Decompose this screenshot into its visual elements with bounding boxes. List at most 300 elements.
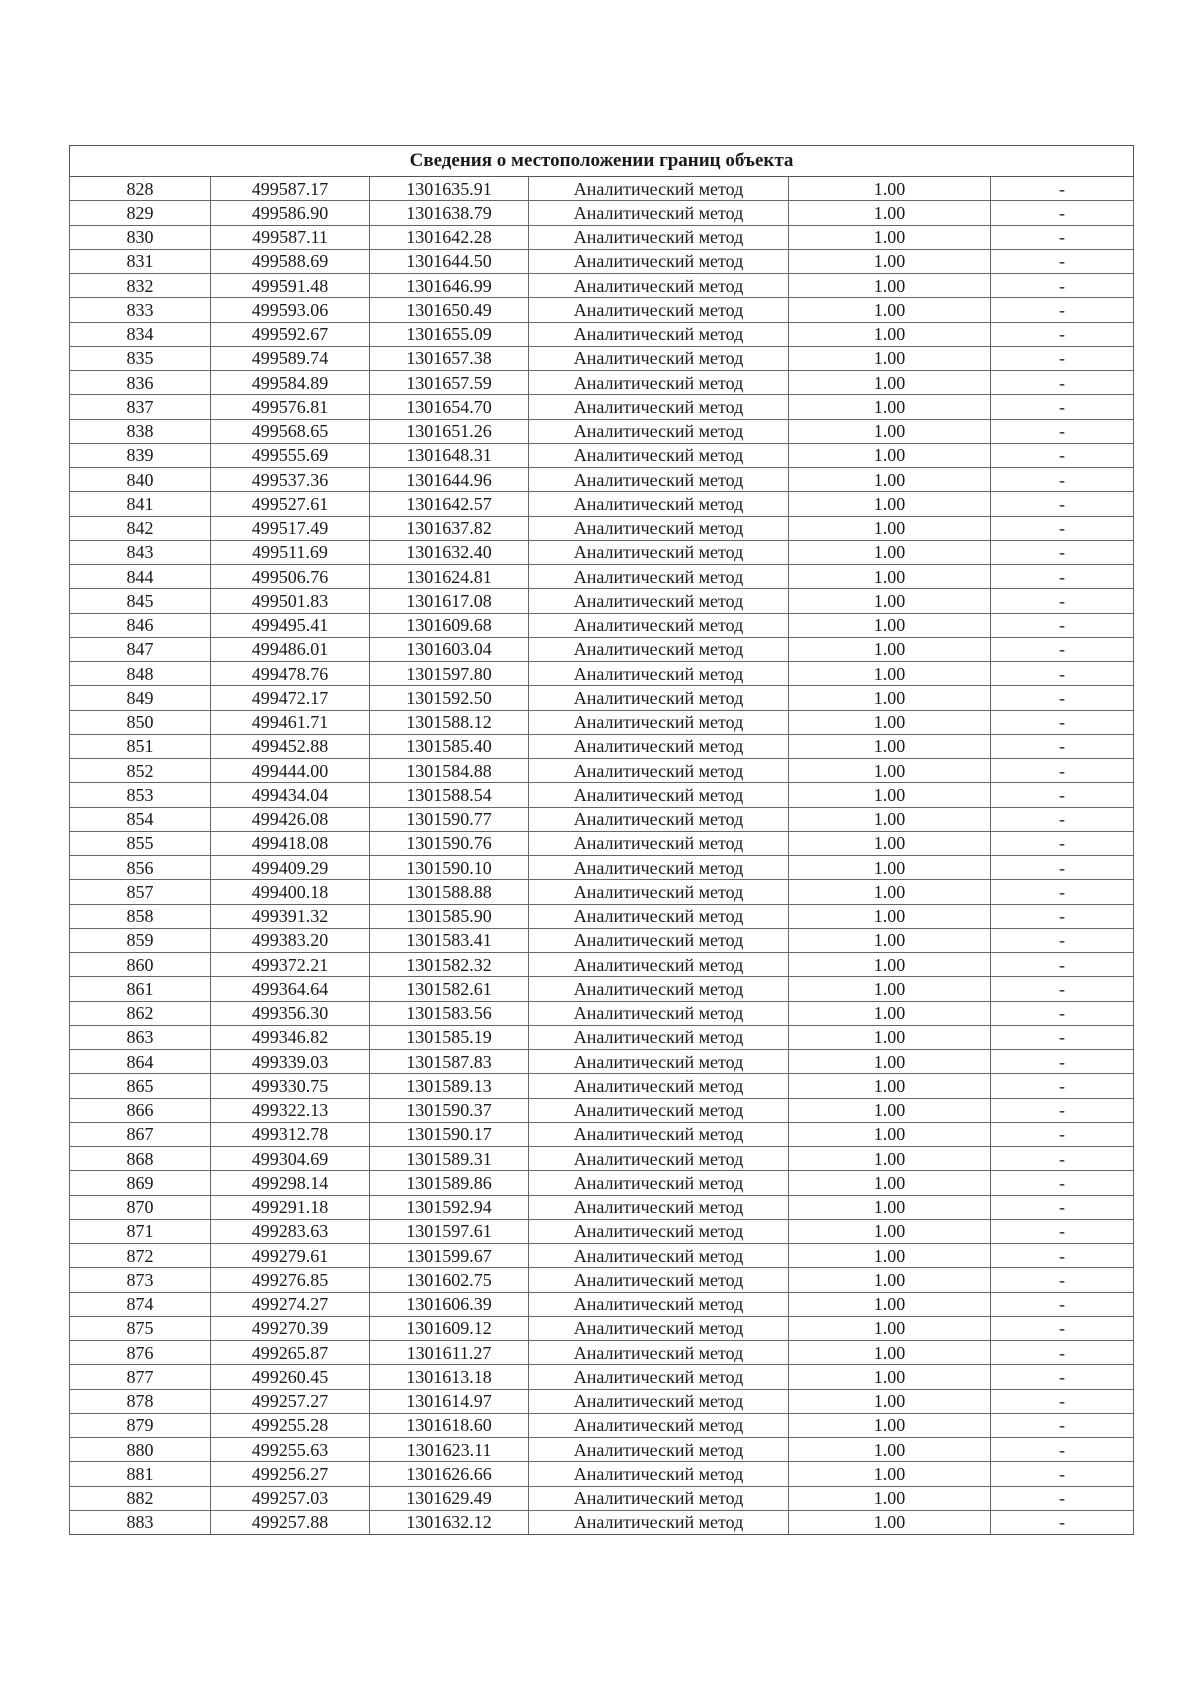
table-row: [70, 613, 1134, 637]
point-number-cell: 873: [70, 1268, 211, 1292]
method-cell: Аналитический метод: [529, 1195, 789, 1219]
point-number-cell: 879: [70, 1413, 211, 1437]
x-coordinate-cell: 499298.14: [211, 1171, 370, 1195]
description-cell: -: [991, 419, 1134, 443]
y-coordinate-cell: 1301582.32: [370, 953, 529, 977]
method-cell: Аналитический метод: [529, 977, 789, 1001]
y-coordinate-cell: 1301657.38: [370, 346, 529, 370]
method-cell: Аналитический метод: [529, 565, 789, 589]
method-cell: Аналитический метод: [529, 880, 789, 904]
method-cell: Аналитический метод: [529, 1413, 789, 1437]
table-row: [70, 807, 1134, 831]
accuracy-cell: 1.00: [789, 1365, 991, 1389]
method-cell: Аналитический метод: [529, 1244, 789, 1268]
table-row: [70, 346, 1134, 370]
method-cell: Аналитический метод: [529, 1510, 789, 1534]
table-row: [70, 1098, 1134, 1122]
method-cell: Аналитический метод: [529, 516, 789, 540]
accuracy-cell: 1.00: [789, 1122, 991, 1146]
table-row: [70, 928, 1134, 952]
y-coordinate-cell: 1301589.13: [370, 1074, 529, 1098]
description-cell: -: [991, 953, 1134, 977]
y-coordinate-cell: 1301638.79: [370, 201, 529, 225]
accuracy-cell: 1.00: [789, 1510, 991, 1534]
description-cell: -: [991, 1122, 1134, 1146]
accuracy-cell: 1.00: [789, 468, 991, 492]
point-number-cell: 833: [70, 298, 211, 322]
y-coordinate-cell: 1301597.61: [370, 1219, 529, 1243]
accuracy-cell: 1.00: [789, 662, 991, 686]
accuracy-cell: 1.00: [789, 1486, 991, 1510]
point-number-cell: 856: [70, 856, 211, 880]
accuracy-cell: 1.00: [789, 710, 991, 734]
description-cell: -: [991, 249, 1134, 273]
method-cell: Аналитический метод: [529, 662, 789, 686]
method-cell: Аналитический метод: [529, 783, 789, 807]
table-row: [70, 1341, 1134, 1365]
x-coordinate-cell: 499584.89: [211, 371, 370, 395]
x-coordinate-cell: 499576.81: [211, 395, 370, 419]
method-cell: Аналитический метод: [529, 1365, 789, 1389]
description-cell: -: [991, 1074, 1134, 1098]
point-number-cell: 832: [70, 274, 211, 298]
y-coordinate-cell: 1301602.75: [370, 1268, 529, 1292]
point-number-cell: 843: [70, 540, 211, 564]
accuracy-cell: 1.00: [789, 1462, 991, 1486]
y-coordinate-cell: 1301590.37: [370, 1098, 529, 1122]
x-coordinate-cell: 499274.27: [211, 1292, 370, 1316]
table-row: [70, 1025, 1134, 1049]
accuracy-cell: 1.00: [789, 904, 991, 928]
point-number-cell: 866: [70, 1098, 211, 1122]
description-cell: -: [991, 1462, 1134, 1486]
x-coordinate-cell: 499304.69: [211, 1147, 370, 1171]
table-title-row: [70, 146, 1134, 177]
description-cell: -: [991, 831, 1134, 855]
accuracy-cell: 1.00: [789, 1438, 991, 1462]
point-number-cell: 857: [70, 880, 211, 904]
accuracy-cell: 1.00: [789, 1341, 991, 1365]
description-cell: -: [991, 468, 1134, 492]
x-coordinate-cell: 499452.88: [211, 734, 370, 758]
method-cell: Аналитический метод: [529, 492, 789, 516]
y-coordinate-cell: 1301611.27: [370, 1341, 529, 1365]
y-coordinate-cell: 1301584.88: [370, 759, 529, 783]
method-cell: Аналитический метод: [529, 1098, 789, 1122]
table-row: [70, 1268, 1134, 1292]
table-row: [70, 759, 1134, 783]
y-coordinate-cell: 1301585.19: [370, 1025, 529, 1049]
table-row: [70, 443, 1134, 467]
x-coordinate-cell: 499418.08: [211, 831, 370, 855]
y-coordinate-cell: 1301629.49: [370, 1486, 529, 1510]
method-cell: Аналитический метод: [529, 371, 789, 395]
description-cell: -: [991, 201, 1134, 225]
table-row: [70, 1050, 1134, 1074]
table-row: [70, 977, 1134, 1001]
method-cell: Аналитический метод: [529, 1389, 789, 1413]
description-cell: -: [991, 492, 1134, 516]
table-row: [70, 298, 1134, 322]
y-coordinate-cell: 1301609.12: [370, 1316, 529, 1340]
method-cell: Аналитический метод: [529, 443, 789, 467]
accuracy-cell: 1.00: [789, 1147, 991, 1171]
accuracy-cell: 1.00: [789, 346, 991, 370]
point-number-cell: 877: [70, 1365, 211, 1389]
x-coordinate-cell: 499330.75: [211, 1074, 370, 1098]
description-cell: -: [991, 928, 1134, 952]
description-cell: -: [991, 1510, 1134, 1534]
point-number-cell: 845: [70, 589, 211, 613]
y-coordinate-cell: 1301626.66: [370, 1462, 529, 1486]
point-number-cell: 858: [70, 904, 211, 928]
y-coordinate-cell: 1301650.49: [370, 298, 529, 322]
method-cell: Аналитический метод: [529, 710, 789, 734]
table-row: [70, 1122, 1134, 1146]
table-row: [70, 468, 1134, 492]
accuracy-cell: 1.00: [789, 225, 991, 249]
accuracy-cell: 1.00: [789, 1389, 991, 1413]
y-coordinate-cell: 1301623.11: [370, 1438, 529, 1462]
method-cell: Аналитический метод: [529, 540, 789, 564]
accuracy-cell: 1.00: [789, 1268, 991, 1292]
y-coordinate-cell: 1301590.77: [370, 807, 529, 831]
table-row: [70, 516, 1134, 540]
y-coordinate-cell: 1301655.09: [370, 322, 529, 346]
description-cell: -: [991, 1171, 1134, 1195]
description-cell: -: [991, 880, 1134, 904]
x-coordinate-cell: 499568.65: [211, 419, 370, 443]
y-coordinate-cell: 1301583.41: [370, 928, 529, 952]
point-number-cell: 878: [70, 1389, 211, 1413]
accuracy-cell: 1.00: [789, 1316, 991, 1340]
x-coordinate-cell: 499592.67: [211, 322, 370, 346]
accuracy-cell: 1.00: [789, 1171, 991, 1195]
x-coordinate-cell: 499537.36: [211, 468, 370, 492]
table-row: [70, 395, 1134, 419]
method-cell: Аналитический метод: [529, 856, 789, 880]
method-cell: Аналитический метод: [529, 904, 789, 928]
y-coordinate-cell: 1301635.91: [370, 177, 529, 201]
accuracy-cell: 1.00: [789, 274, 991, 298]
x-coordinate-cell: 499591.48: [211, 274, 370, 298]
table-row: [70, 274, 1134, 298]
point-number-cell: 874: [70, 1292, 211, 1316]
x-coordinate-cell: 499257.03: [211, 1486, 370, 1510]
y-coordinate-cell: 1301588.54: [370, 783, 529, 807]
point-number-cell: 872: [70, 1244, 211, 1268]
method-cell: Аналитический метод: [529, 807, 789, 831]
x-coordinate-cell: 499283.63: [211, 1219, 370, 1243]
accuracy-cell: 1.00: [789, 298, 991, 322]
point-number-cell: 862: [70, 1001, 211, 1025]
point-number-cell: 838: [70, 419, 211, 443]
description-cell: -: [991, 298, 1134, 322]
x-coordinate-cell: 499486.01: [211, 637, 370, 661]
method-cell: Аналитический метод: [529, 419, 789, 443]
x-coordinate-cell: 499346.82: [211, 1025, 370, 1049]
method-cell: Аналитический метод: [529, 468, 789, 492]
accuracy-cell: 1.00: [789, 589, 991, 613]
accuracy-cell: 1.00: [789, 1098, 991, 1122]
y-coordinate-cell: 1301603.04: [370, 637, 529, 661]
description-cell: -: [991, 1413, 1134, 1437]
x-coordinate-cell: 499501.83: [211, 589, 370, 613]
description-cell: -: [991, 177, 1134, 201]
accuracy-cell: 1.00: [789, 977, 991, 1001]
accuracy-cell: 1.00: [789, 880, 991, 904]
point-number-cell: 840: [70, 468, 211, 492]
x-coordinate-cell: 499260.45: [211, 1365, 370, 1389]
x-coordinate-cell: 499589.74: [211, 346, 370, 370]
accuracy-cell: 1.00: [789, 759, 991, 783]
table-row: [70, 1147, 1134, 1171]
point-number-cell: 861: [70, 977, 211, 1001]
description-cell: -: [991, 1098, 1134, 1122]
point-number-cell: 864: [70, 1050, 211, 1074]
accuracy-cell: 1.00: [789, 371, 991, 395]
method-cell: Аналитический метод: [529, 637, 789, 661]
table-row: [70, 1462, 1134, 1486]
description-cell: -: [991, 443, 1134, 467]
description-cell: -: [991, 274, 1134, 298]
description-cell: -: [991, 1001, 1134, 1025]
x-coordinate-cell: 499364.64: [211, 977, 370, 1001]
x-coordinate-cell: 499426.08: [211, 807, 370, 831]
y-coordinate-cell: 1301657.59: [370, 371, 529, 395]
y-coordinate-cell: 1301590.76: [370, 831, 529, 855]
accuracy-cell: 1.00: [789, 856, 991, 880]
point-number-cell: 868: [70, 1147, 211, 1171]
table-row: [70, 225, 1134, 249]
document-sheet: [69, 145, 1133, 1535]
description-cell: -: [991, 1438, 1134, 1462]
x-coordinate-cell: 499588.69: [211, 249, 370, 273]
x-coordinate-cell: 499256.27: [211, 1462, 370, 1486]
description-cell: -: [991, 1244, 1134, 1268]
x-coordinate-cell: 499356.30: [211, 1001, 370, 1025]
description-cell: -: [991, 346, 1134, 370]
point-number-cell: 830: [70, 225, 211, 249]
point-number-cell: 881: [70, 1462, 211, 1486]
point-number-cell: 849: [70, 686, 211, 710]
method-cell: Аналитический метод: [529, 225, 789, 249]
x-coordinate-cell: 499265.87: [211, 1341, 370, 1365]
y-coordinate-cell: 1301588.12: [370, 710, 529, 734]
method-cell: Аналитический метод: [529, 346, 789, 370]
x-coordinate-cell: 499322.13: [211, 1098, 370, 1122]
table-row: [70, 1413, 1134, 1437]
x-coordinate-cell: 499339.03: [211, 1050, 370, 1074]
y-coordinate-cell: 1301613.18: [370, 1365, 529, 1389]
method-cell: Аналитический метод: [529, 928, 789, 952]
description-cell: -: [991, 1219, 1134, 1243]
x-coordinate-cell: 499587.17: [211, 177, 370, 201]
x-coordinate-cell: 499312.78: [211, 1122, 370, 1146]
description-cell: -: [991, 904, 1134, 928]
accuracy-cell: 1.00: [789, 1050, 991, 1074]
description-cell: -: [991, 1316, 1134, 1340]
y-coordinate-cell: 1301597.80: [370, 662, 529, 686]
table-row: [70, 177, 1134, 201]
x-coordinate-cell: 499255.63: [211, 1438, 370, 1462]
point-number-cell: 850: [70, 710, 211, 734]
y-coordinate-cell: 1301624.81: [370, 565, 529, 589]
description-cell: -: [991, 662, 1134, 686]
x-coordinate-cell: 499291.18: [211, 1195, 370, 1219]
description-cell: -: [991, 1050, 1134, 1074]
y-coordinate-cell: 1301592.50: [370, 686, 529, 710]
point-number-cell: 844: [70, 565, 211, 589]
x-coordinate-cell: 499517.49: [211, 516, 370, 540]
x-coordinate-cell: 499255.28: [211, 1413, 370, 1437]
point-number-cell: 860: [70, 953, 211, 977]
method-cell: Аналитический метод: [529, 1341, 789, 1365]
table-row: [70, 831, 1134, 855]
point-number-cell: 853: [70, 783, 211, 807]
method-cell: Аналитический метод: [529, 322, 789, 346]
x-coordinate-cell: 499478.76: [211, 662, 370, 686]
x-coordinate-cell: 499279.61: [211, 1244, 370, 1268]
x-coordinate-cell: 499527.61: [211, 492, 370, 516]
y-coordinate-cell: 1301590.10: [370, 856, 529, 880]
point-number-cell: 829: [70, 201, 211, 225]
table-row: [70, 1219, 1134, 1243]
method-cell: Аналитический метод: [529, 1171, 789, 1195]
x-coordinate-cell: 499400.18: [211, 880, 370, 904]
point-number-cell: 855: [70, 831, 211, 855]
method-cell: Аналитический метод: [529, 1486, 789, 1510]
point-number-cell: 883: [70, 1510, 211, 1534]
method-cell: Аналитический метод: [529, 1219, 789, 1243]
method-cell: Аналитический метод: [529, 686, 789, 710]
point-number-cell: 842: [70, 516, 211, 540]
accuracy-cell: 1.00: [789, 1292, 991, 1316]
accuracy-cell: 1.00: [789, 1413, 991, 1437]
description-cell: -: [991, 1268, 1134, 1292]
description-cell: -: [991, 977, 1134, 1001]
x-coordinate-cell: 499270.39: [211, 1316, 370, 1340]
point-number-cell: 839: [70, 443, 211, 467]
table-row: [70, 540, 1134, 564]
y-coordinate-cell: 1301599.67: [370, 1244, 529, 1268]
x-coordinate-cell: 499383.20: [211, 928, 370, 952]
point-number-cell: 880: [70, 1438, 211, 1462]
table-row: [70, 1438, 1134, 1462]
table-row: [70, 904, 1134, 928]
table-row: [70, 371, 1134, 395]
y-coordinate-cell: 1301644.50: [370, 249, 529, 273]
accuracy-cell: 1.00: [789, 807, 991, 831]
method-cell: Аналитический метод: [529, 1074, 789, 1098]
method-cell: Аналитический метод: [529, 177, 789, 201]
x-coordinate-cell: 499434.04: [211, 783, 370, 807]
x-coordinate-cell: 499257.27: [211, 1389, 370, 1413]
y-coordinate-cell: 1301618.60: [370, 1413, 529, 1437]
table-row: [70, 492, 1134, 516]
description-cell: -: [991, 371, 1134, 395]
point-number-cell: 854: [70, 807, 211, 831]
method-cell: Аналитический метод: [529, 1292, 789, 1316]
table-title: Сведения о местоположении границ объекта: [70, 146, 1134, 177]
y-coordinate-cell: 1301644.96: [370, 468, 529, 492]
x-coordinate-cell: 499495.41: [211, 613, 370, 637]
description-cell: -: [991, 589, 1134, 613]
x-coordinate-cell: 499555.69: [211, 443, 370, 467]
point-number-cell: 852: [70, 759, 211, 783]
table-row: [70, 565, 1134, 589]
table-row: [70, 1486, 1134, 1510]
y-coordinate-cell: 1301642.28: [370, 225, 529, 249]
y-coordinate-cell: 1301646.99: [370, 274, 529, 298]
y-coordinate-cell: 1301648.31: [370, 443, 529, 467]
y-coordinate-cell: 1301642.57: [370, 492, 529, 516]
table-row: [70, 1244, 1134, 1268]
x-coordinate-cell: 499409.29: [211, 856, 370, 880]
description-cell: -: [991, 395, 1134, 419]
description-cell: -: [991, 686, 1134, 710]
description-cell: -: [991, 1341, 1134, 1365]
accuracy-cell: 1.00: [789, 443, 991, 467]
method-cell: Аналитический метод: [529, 613, 789, 637]
description-cell: -: [991, 1025, 1134, 1049]
y-coordinate-cell: 1301651.26: [370, 419, 529, 443]
y-coordinate-cell: 1301587.83: [370, 1050, 529, 1074]
point-number-cell: 834: [70, 322, 211, 346]
table-body: [70, 177, 1134, 1535]
description-cell: -: [991, 225, 1134, 249]
y-coordinate-cell: 1301585.40: [370, 734, 529, 758]
point-number-cell: 837: [70, 395, 211, 419]
x-coordinate-cell: 499593.06: [211, 298, 370, 322]
method-cell: Аналитический метод: [529, 953, 789, 977]
table-row: [70, 1171, 1134, 1195]
method-cell: Аналитический метод: [529, 1025, 789, 1049]
accuracy-cell: 1.00: [789, 928, 991, 952]
description-cell: -: [991, 710, 1134, 734]
y-coordinate-cell: 1301606.39: [370, 1292, 529, 1316]
table-row: [70, 783, 1134, 807]
method-cell: Аналитический метод: [529, 395, 789, 419]
accuracy-cell: 1.00: [789, 395, 991, 419]
x-coordinate-cell: 499257.88: [211, 1510, 370, 1534]
table-row: [70, 249, 1134, 273]
table-row: [70, 201, 1134, 225]
accuracy-cell: 1.00: [789, 565, 991, 589]
description-cell: -: [991, 516, 1134, 540]
point-number-cell: 882: [70, 1486, 211, 1510]
method-cell: Аналитический метод: [529, 1316, 789, 1340]
method-cell: Аналитический метод: [529, 249, 789, 273]
point-number-cell: 848: [70, 662, 211, 686]
x-coordinate-cell: 499461.71: [211, 710, 370, 734]
table-row: [70, 880, 1134, 904]
table-row: [70, 1292, 1134, 1316]
table-row: [70, 589, 1134, 613]
description-cell: -: [991, 565, 1134, 589]
y-coordinate-cell: 1301632.12: [370, 1510, 529, 1534]
x-coordinate-cell: 499587.11: [211, 225, 370, 249]
description-cell: -: [991, 759, 1134, 783]
table-row: [70, 856, 1134, 880]
table-row: [70, 686, 1134, 710]
description-cell: -: [991, 613, 1134, 637]
description-cell: -: [991, 783, 1134, 807]
x-coordinate-cell: 499586.90: [211, 201, 370, 225]
y-coordinate-cell: 1301590.17: [370, 1122, 529, 1146]
table-row: [70, 710, 1134, 734]
accuracy-cell: 1.00: [789, 177, 991, 201]
